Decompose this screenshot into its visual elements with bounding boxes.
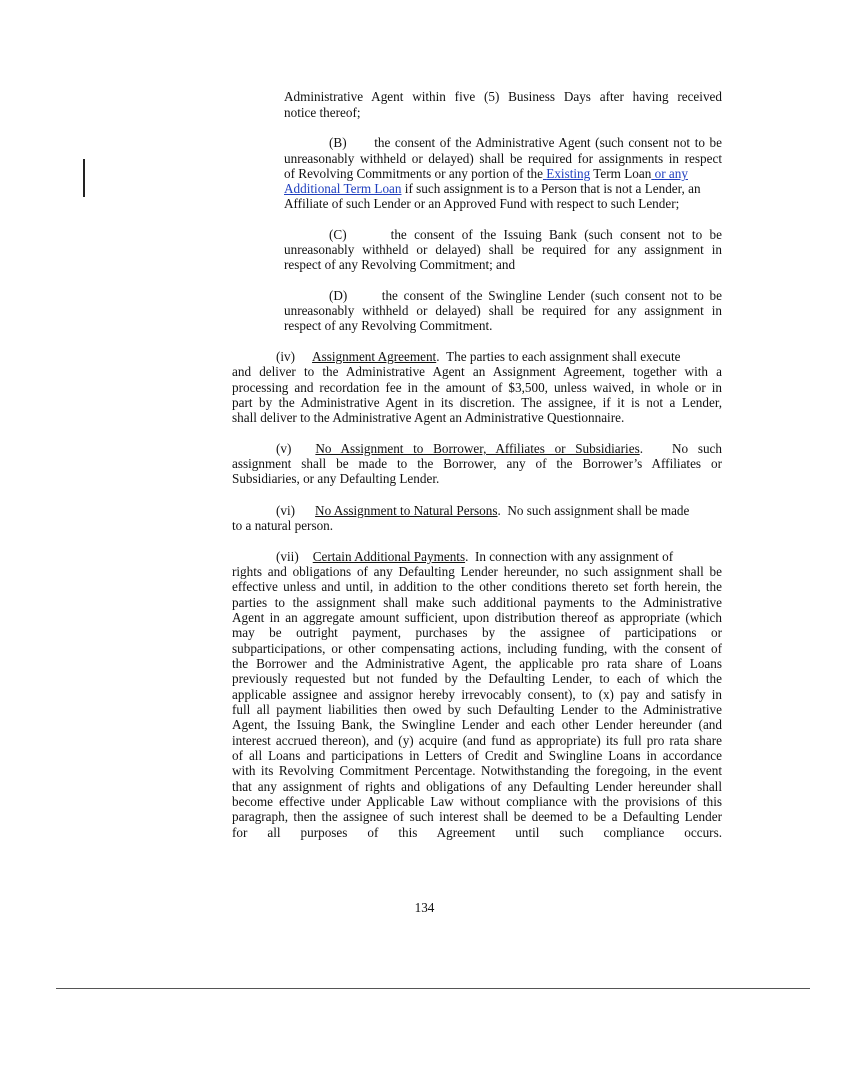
text-span: . No such assignment shall be made (497, 503, 690, 518)
section-iv-heading (276, 349, 722, 364)
text-line: that any assignment of rights and obligations of any Defaulting Lender hereunder shall (232, 779, 722, 794)
text-line: parties to the assignment shall make such additional payments to the Administrative (232, 595, 722, 610)
section-number: (vi) (276, 503, 296, 518)
section-title: No Assignment to Borrower, Affiliates or Subsidiaries (315, 441, 640, 456)
text-line: become effective under Applicable Law without compliance with the provisions of this (232, 794, 722, 809)
text-line: applicable assignee and assignor hereby irrevocably consent), to (x) pay and satisfy in (232, 687, 722, 702)
text-line: Subsidiaries, or any Defaulting Lender. (232, 471, 440, 486)
inserted-text: Additional Term Loan (284, 181, 402, 196)
text-line: shall deliver to the Administrative Agent an Administrative Questionnaire. (232, 410, 625, 425)
clause-b-heading-line: (B) the consent of the Administrative Agent (such consent not to be (329, 135, 722, 150)
text-line: may be outright payment, purchases by the assignee of participations or (232, 625, 722, 640)
text-span: of Revolving Commitments or any portion of the (284, 166, 543, 181)
section-vii-heading (276, 549, 722, 564)
text-line: rights and obligations of any Defaulting Lender hereunder, no such assignment shall be (232, 564, 722, 579)
change-bar (83, 159, 85, 197)
section-number: (vii) (276, 549, 299, 564)
text-line: effective unless and until, in addition to the other conditions thereto set forth herein, the (232, 579, 722, 594)
section-title: No Assignment to Natural Persons (315, 503, 498, 518)
text-line: unreasonably withheld or delayed) shall be required for any assignment in (284, 242, 722, 257)
text-span: . No such (639, 441, 722, 456)
text-line: of all Loans and participations in Letters of Credit and Swingline Loans in accordance (232, 748, 722, 763)
text-line: and deliver to the Administrative Agent an Assignment Agreement, together with a (232, 364, 722, 379)
text-line: Agent, the Issuing Bank, the Swingline Lender and each other Lender hereunder (and (232, 717, 722, 732)
text-line: respect of any Revolving Commitment. (284, 318, 493, 333)
text-line-with-insertions (284, 166, 722, 181)
section-v-heading (276, 441, 722, 456)
text-line: unreasonably withheld or delayed) shall be required for assignments in respect (284, 151, 722, 166)
text-line: notice thereof; (284, 105, 361, 120)
clause-d-heading-line: (D) the consent of the Swingline Lender (such consent not to be (329, 288, 722, 303)
text-line: Affiliate of such Lender or an Approved Fund with respect to such Lender; (284, 196, 680, 211)
text-line: processing and recordation fee in the amount of $3,500, unless waived, in whole or in (232, 380, 722, 395)
section-vi-heading (276, 503, 722, 518)
inserted-text: or any (654, 166, 688, 181)
text-line: previously requested but not funded by the Defaulting Lender, to each of which the (232, 671, 722, 686)
text-line-with-insertions (284, 181, 722, 196)
text-line: unreasonably withheld or delayed) shall be required for any assignment in (284, 303, 722, 318)
text-line: interest accrued thereon), and (y) acquire (and fund as appropriate) its full pro rata share (232, 733, 722, 748)
text-line: part by the Administrative Agent in its discretion. The assignee, if it is not a Lender, (232, 395, 722, 410)
section-number: (iv) (276, 349, 296, 364)
text-line: assignment shall be made to the Borrower, any of the Borrower’s Affiliates or (232, 456, 722, 471)
text-line: the Borrower and the Administrative Agent, the applicable pro rata share of Loans (232, 656, 722, 671)
section-title: Certain Additional Payments (312, 549, 466, 564)
text-line: full all payment liabilities then owed by such Defaulting Lender to the Administrative (232, 702, 722, 717)
text-line: subparticipations, or other compensating actions, including funding, with the consent of (232, 641, 722, 656)
text-line: Agent in an aggregate amount sufficient, upon distribution thereof as appropriate (which (232, 610, 722, 625)
text-line: to a natural person. (232, 518, 334, 533)
text-span: . In connection with any assignment of (465, 549, 674, 564)
text-span: if such assignment is to a Person that is not a Lender, an (404, 181, 701, 196)
clause-c-heading-line: (C) the consent of the Issuing Bank (such consent not to be (329, 227, 722, 242)
text-line: paragraph, then the assignee of such interest shall be deemed to be a Defaulting Lender (232, 809, 722, 824)
text-span: . The parties to each assignment shall execute (436, 349, 681, 364)
inserted-text: Existing (546, 166, 591, 181)
text-line: for all purposes of this Agreement until such compliance occurs. (232, 825, 722, 840)
section-title: Assignment Agreement (312, 349, 437, 364)
page-divider (56, 988, 810, 989)
text-line: with its Revolving Commitment Percentage. Notwithstanding the foregoing, in the event (232, 763, 722, 778)
text-span: Term Loan (593, 166, 652, 181)
section-number: (v) (276, 441, 292, 456)
page-number: 134 (414, 900, 435, 915)
text-line: respect of any Revolving Commitment; and (284, 257, 516, 272)
text-line: Administrative Agent within five (5) Business Days after having received (284, 89, 722, 104)
